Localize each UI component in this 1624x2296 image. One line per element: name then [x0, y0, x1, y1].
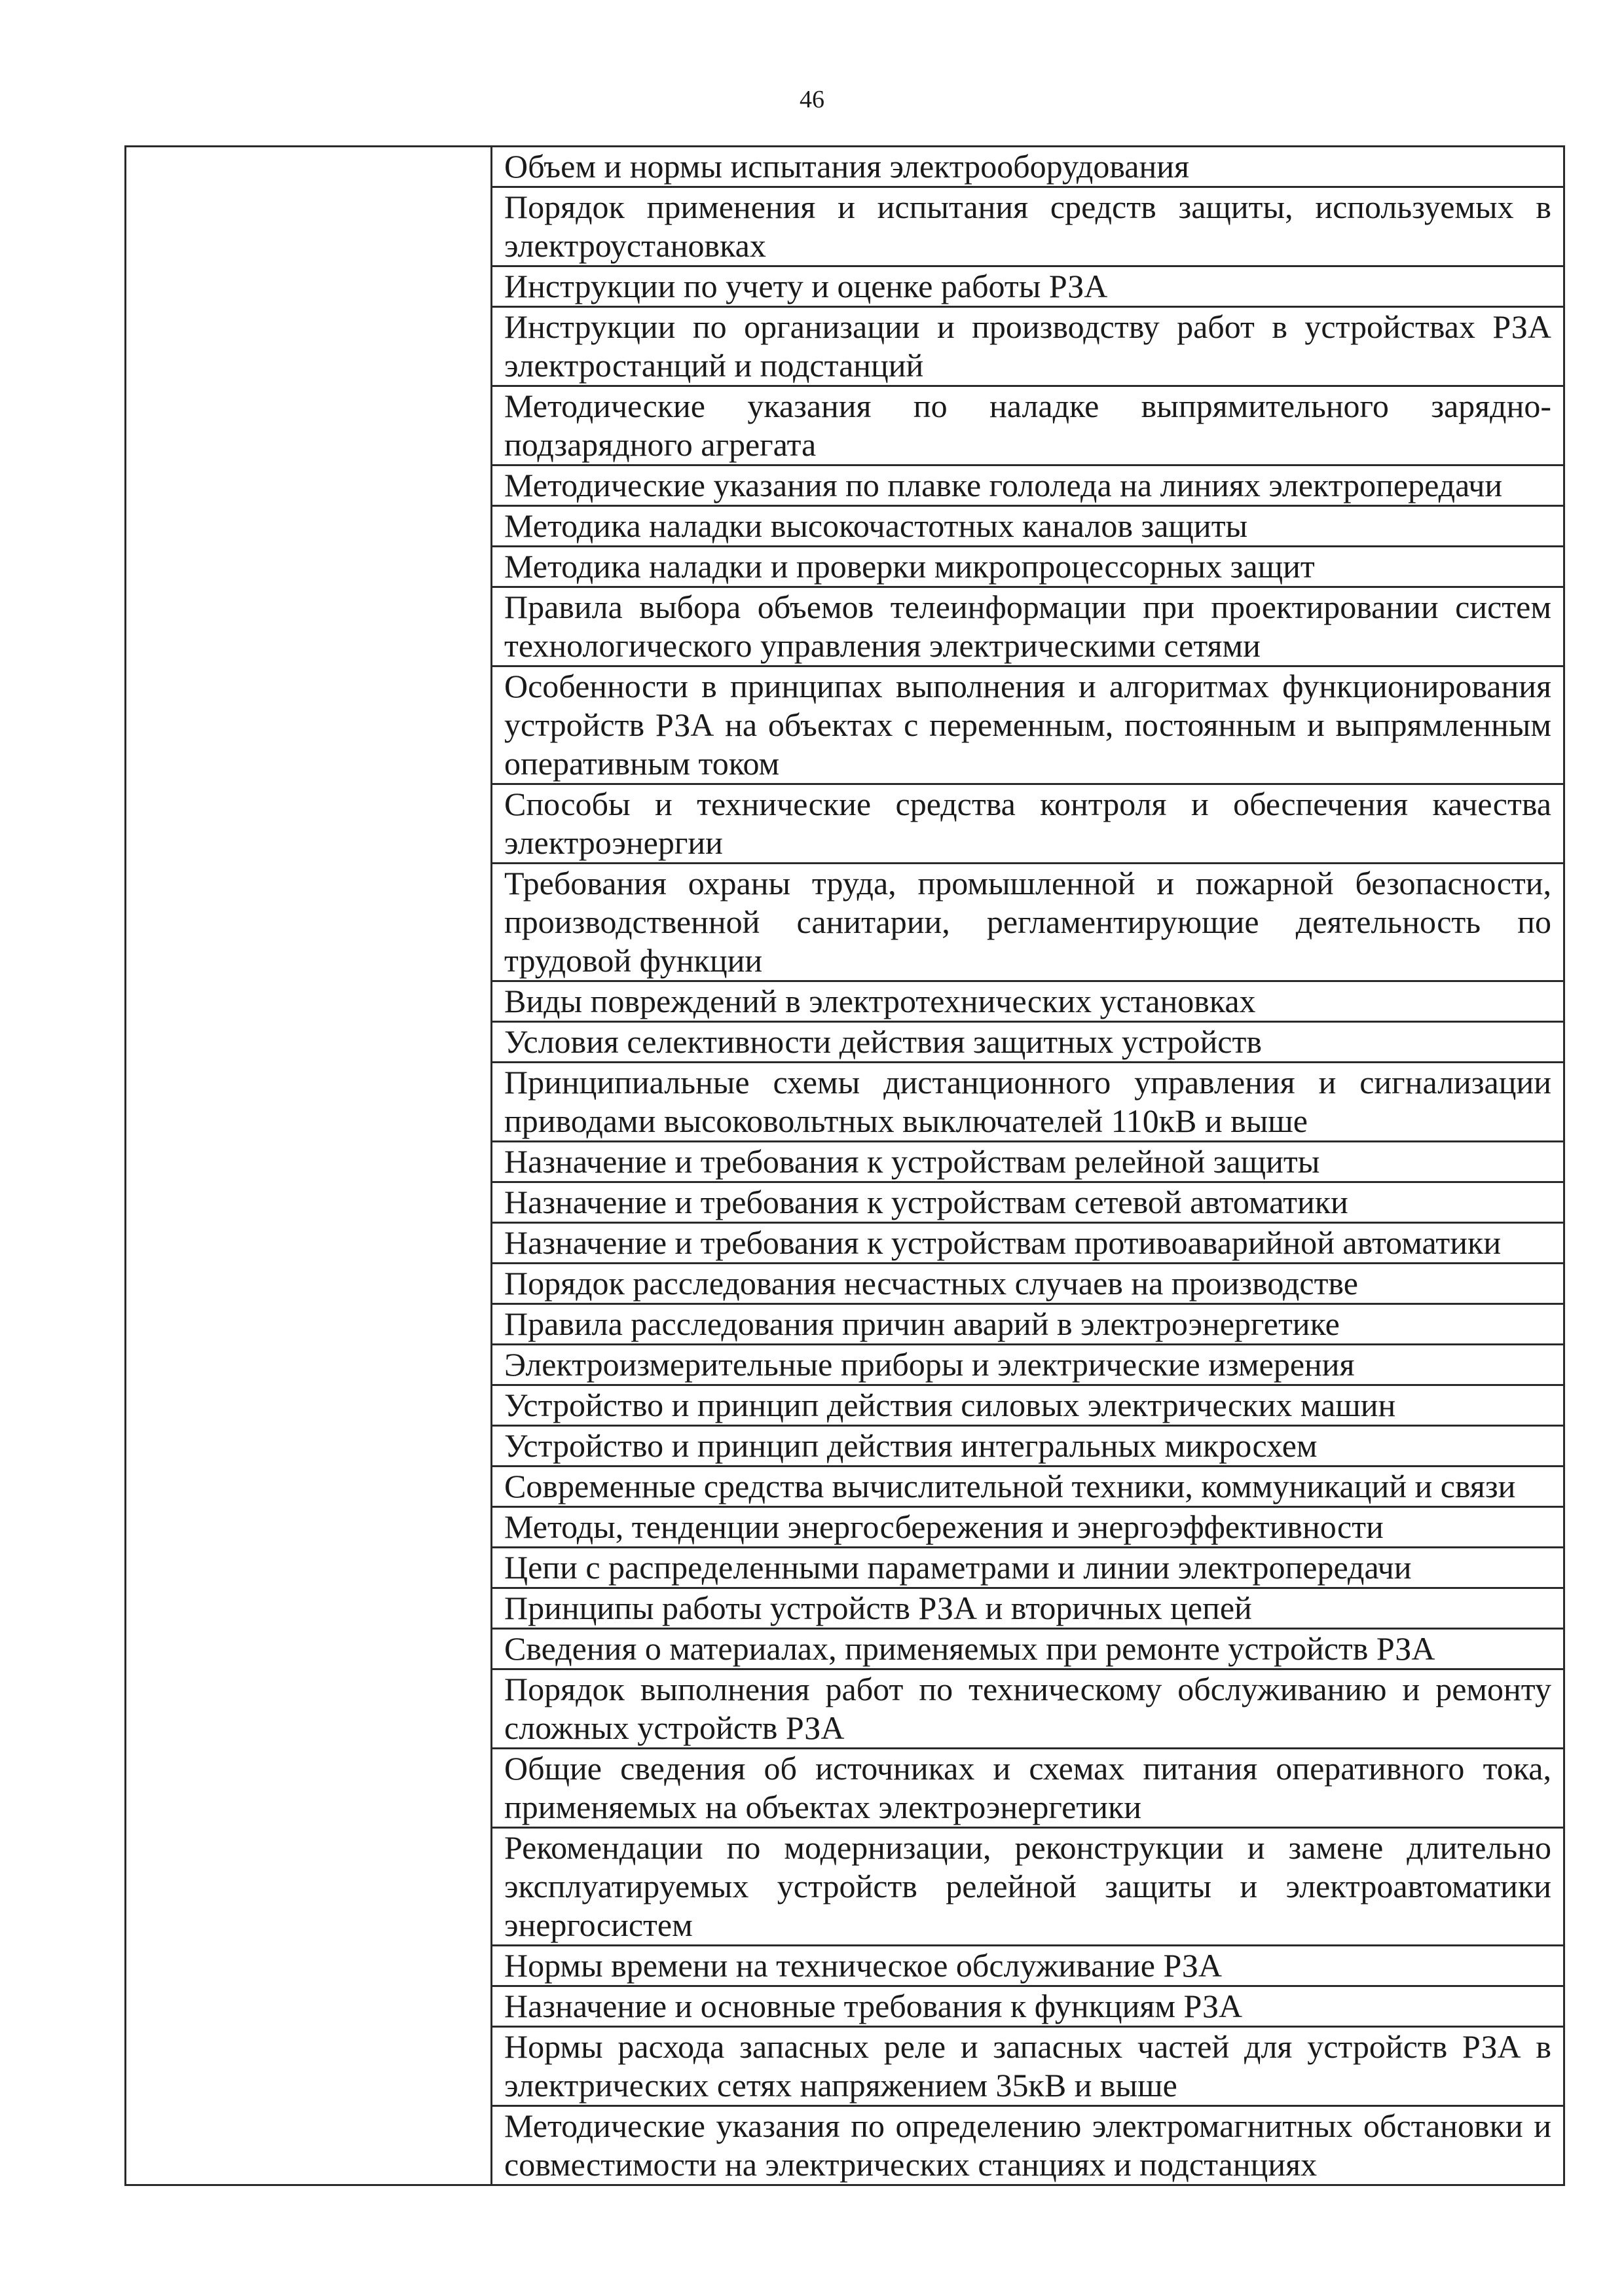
- knowledge-item: Назначение и требования к устройствам сетевой автоматики: [492, 1182, 1564, 1223]
- knowledge-item: Устройство и принцип действия интегральных микросхем: [492, 1426, 1564, 1467]
- requirements-table: [124, 145, 1565, 2186]
- knowledge-item: Инструкции по учету и оценке работы РЗА: [492, 266, 1564, 307]
- knowledge-item: Методические указания по определению электромагнитных обстановки и совместимости на электрических станциях и подстанциях: [492, 2106, 1564, 2185]
- knowledge-item: Методика наладки и проверки микропроцессорных защит: [492, 547, 1564, 587]
- knowledge-item: Принципы работы устройств РЗА и вторичных цепей: [492, 1588, 1564, 1629]
- knowledge-item: Условия селективности действия защитных устройств: [492, 1022, 1564, 1063]
- knowledge-item: Методы, тенденции энергосбережения и энергоэффективности: [492, 1507, 1564, 1548]
- knowledge-item: Порядок выполнения работ по техническому обслуживанию и ремонту сложных устройств РЗА: [492, 1669, 1564, 1749]
- knowledge-item: Способы и технические средства контроля и обеспечения качества электроэнергии: [492, 784, 1564, 864]
- knowledge-item: Назначение и требования к устройствам противоаварийной автоматики: [492, 1223, 1564, 1264]
- left-empty-cell: [126, 147, 492, 2185]
- knowledge-item: Правила выбора объемов телеинформации при проектировании систем технологического управления электрическими сетями: [492, 587, 1564, 666]
- knowledge-item: Нормы расхода запасных реле и запасных частей для устройств РЗА в электрических сетях напряжением 35кВ и выше: [492, 2027, 1564, 2106]
- knowledge-item: Электроизмерительные приборы и электрические измерения: [492, 1345, 1564, 1385]
- knowledge-item: Назначение и основные требования к функциям РЗА: [492, 1986, 1564, 2027]
- table-row: [126, 147, 1564, 187]
- knowledge-item: Принципиальные схемы дистанционного управления и сигнализации приводами высоковольтных выключателей 110кВ и выше: [492, 1063, 1564, 1142]
- knowledge-item: Сведения о материалах, применяемых при ремонте устройств РЗА: [492, 1629, 1564, 1669]
- knowledge-item: Общие сведения об источниках и схемах питания оперативного тока, применяемых на объектах электроэнергетики: [492, 1749, 1564, 1828]
- knowledge-item: Правила расследования причин аварий в электроэнергетике: [492, 1304, 1564, 1345]
- knowledge-item: Виды повреждений в электротехнических установках: [492, 981, 1564, 1022]
- knowledge-item: Нормы времени на техническое обслуживание РЗА: [492, 1946, 1564, 1986]
- knowledge-item: Требования охраны труда, промышленной и пожарной безопасности, производственной санитарии, регламентирующие деятельность по трудовой функции: [492, 864, 1564, 981]
- knowledge-item: Объем и нормы испытания электрооборудования: [492, 147, 1564, 187]
- knowledge-item: Порядок применения и испытания средств защиты, используемых в электроустановках: [492, 187, 1564, 266]
- knowledge-item: Методические указания по наладке выпрямительного зарядно-подзарядного агрегата: [492, 386, 1564, 465]
- knowledge-item: Назначение и требования к устройствам релейной защиты: [492, 1142, 1564, 1182]
- knowledge-item: Современные средства вычислительной техники, коммуникаций и связи: [492, 1467, 1564, 1507]
- page-number: 46: [800, 86, 824, 113]
- knowledge-item: Особенности в принципах выполнения и алгоритмах функционирования устройств РЗА на объектах с переменным, постоянным и выпрямленным оперативным током: [492, 666, 1564, 784]
- knowledge-item: Инструкции по организации и производству работ в устройствах РЗА электростанций и подстанций: [492, 307, 1564, 386]
- knowledge-item: Методические указания по плавке гололеда на линиях электропередачи: [492, 465, 1564, 506]
- knowledge-item: Цепи с распределенными параметрами и линии электропередачи: [492, 1548, 1564, 1588]
- knowledge-item: Порядок расследования несчастных случаев на производстве: [492, 1264, 1564, 1304]
- knowledge-item: Устройство и принцип действия силовых электрических машин: [492, 1385, 1564, 1426]
- knowledge-item: Рекомендации по модернизации, реконструкции и замене длительно эксплуатируемых устройств релейной защиты и электроавтоматики энергосистем: [492, 1828, 1564, 1946]
- knowledge-item: Методика наладки высокочастотных каналов защиты: [492, 506, 1564, 547]
